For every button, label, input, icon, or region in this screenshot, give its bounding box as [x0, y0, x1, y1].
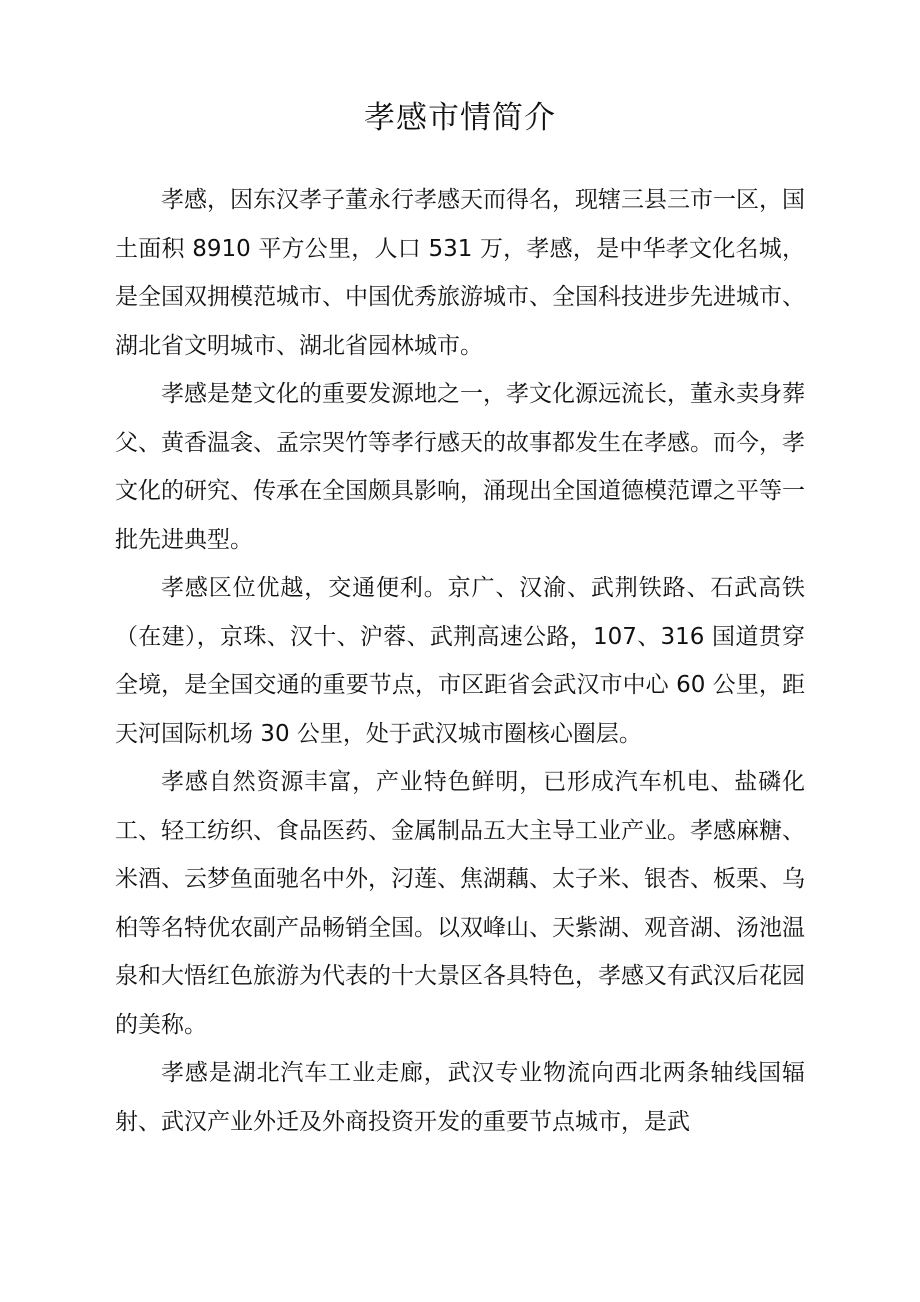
paragraph-5: 孝感是湖北汽车工业走廊，武汉专业物流向西北两条轴线国辐射、武汉产业外迁及外商投资开发的重要节点城市，是武 — [115, 1060, 805, 1135]
document-title: 孝感市情简介 — [364, 100, 556, 136]
paragraph-1: 孝感，因东汉孝子董永行孝感天而得名，现辖三县三市一区，国土面积 8910 平方公里，人口 531 万，孝感，是中华孝文化名城，是全国双拥模范城市、中国优秀旅游城市、全国科技进步先进城市、湖北省文明城市、湖北省园林城市。 — [115, 187, 805, 359]
paragraph-4: 孝感自然资源丰富，产业特色鲜明，已形成汽车机电、盐磷化工、轻工纺织、食品医药、金属制品五大主导工业产业。孝感麻糖、米酒、云梦鱼面驰名中外，汈莲、焦湖藕、太子米、银杏、板栗、乌桕等名特优农副产品畅销全国。以双峰山、天紫湖、观音湖、汤池温泉和大悟红色旅游为代表的十大景区各具特色，孝感又有武汉后花园的美称。 — [115, 769, 805, 1038]
document-body — [115, 176, 805, 1146]
paragraph-3: 孝感区位优越，交通便利。京广、汉渝、武荆铁路、石武高铁（在建），京珠、汉十、沪蓉、武荆高速公路，107、316 国道贯穿全境，是全国交通的重要节点，市区距省会武汉市中心 60 公里，距天河国际机场 30 公里，处于武汉城市圈核心圈层。 — [115, 575, 805, 747]
paragraph-2: 孝感是楚文化的重要发源地之一，孝文化源远流长，董永卖身葬父、黄香温衾、孟宗哭竹等孝行感天的故事都发生在孝感。而今，孝文化的研究、传承在全国颇具影响，涌现出全国道德模范谭之平等一批先进典型。 — [115, 381, 805, 553]
